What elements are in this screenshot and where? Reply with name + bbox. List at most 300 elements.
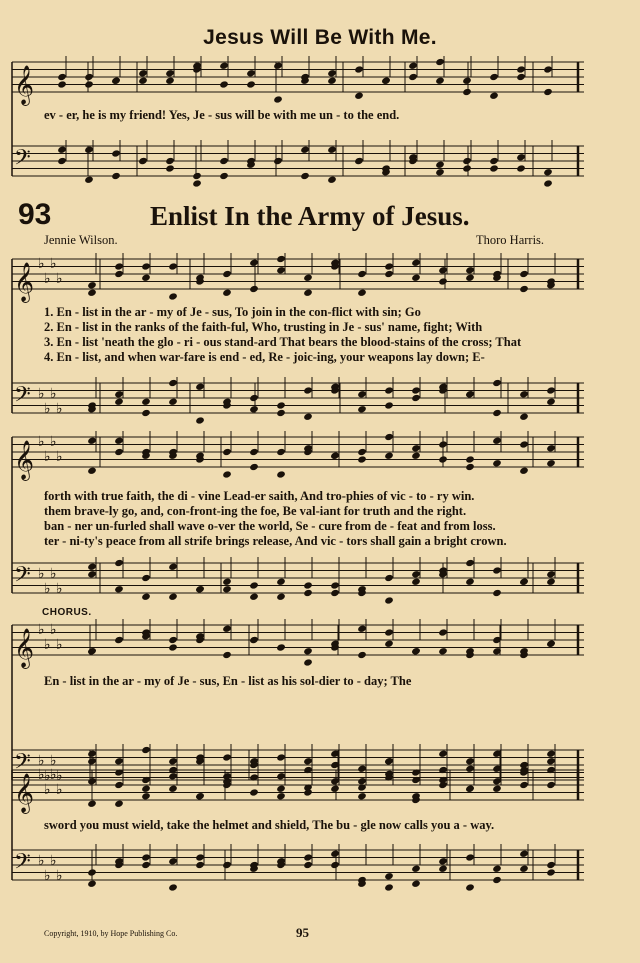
note-head-icon: [168, 563, 178, 571]
note-head-icon: [303, 658, 313, 666]
note-head-icon: [384, 628, 394, 636]
note-head-icon: [87, 281, 97, 289]
note-head-icon: [465, 463, 475, 471]
note-head-icon: [465, 765, 475, 773]
flat-sign-icon: ♭: [44, 782, 51, 798]
note-head-icon: [276, 401, 286, 409]
note-head-icon: [327, 146, 337, 154]
note-head-icon: [114, 781, 124, 789]
note-head-icon: [465, 853, 475, 861]
note-head-icon: [276, 772, 286, 780]
note-head-icon: [87, 467, 97, 475]
note-head-icon: [411, 386, 421, 394]
note-head-icon: [465, 274, 475, 282]
flat-sign-icon: ♭: [44, 868, 51, 884]
note-head-icon: [357, 270, 367, 278]
note-head-icon: [276, 409, 286, 417]
note-head-icon: [84, 146, 94, 154]
note-head-icon: [141, 792, 151, 800]
flat-sign-icon: ♭: [56, 581, 63, 597]
page-number: 95: [296, 925, 309, 940]
song-title-top: Jesus Will Be With Me.: [203, 26, 437, 49]
note-head-icon: [87, 750, 97, 758]
note-head-icon: [357, 792, 367, 800]
note-head-icon: [141, 785, 151, 793]
flat-sign-icon: ♭: [38, 767, 45, 783]
flat-sign-icon: ♭: [44, 581, 51, 597]
note-head-icon: [438, 865, 448, 873]
note-head-icon: [249, 405, 259, 413]
note-head-icon: [384, 401, 394, 409]
note-head-icon: [489, 157, 499, 165]
note-head-icon: [492, 589, 502, 597]
note-head-icon: [168, 593, 178, 601]
note-head-icon: [168, 292, 178, 300]
note-head-icon: [492, 876, 502, 884]
note-head-icon: [330, 581, 340, 589]
flat-sign-icon: ♭: [56, 868, 63, 884]
note-head-icon: [435, 161, 445, 169]
flat-sign-icon: ♭: [38, 566, 45, 582]
verse-4-line-2: ter - ni-ty's peace from all strife brings release, And vic - tors shall gain a bright crown.: [44, 534, 507, 548]
note-head-icon: [195, 416, 205, 424]
note-head-icon: [438, 857, 448, 865]
note-head-icon: [546, 640, 556, 648]
note-head-icon: [111, 77, 121, 85]
note-head-icon: [114, 270, 124, 278]
note-head-icon: [357, 625, 367, 633]
note-head-icon: [249, 285, 259, 293]
note-head-icon: [354, 65, 364, 73]
note-head-icon: [546, 398, 556, 406]
note-head-icon: [381, 77, 391, 85]
note-head-icon: [114, 437, 124, 445]
note-head-icon: [438, 266, 448, 274]
note-head-icon: [222, 470, 232, 478]
note-head-icon: [492, 379, 502, 387]
flat-sign-icon: ♭: [44, 768, 51, 784]
note-head-icon: [249, 259, 259, 267]
note-head-icon: [276, 470, 286, 478]
note-head-icon: [273, 95, 283, 103]
note-head-icon: [435, 168, 445, 176]
note-head-icon: [273, 157, 283, 165]
note-head-icon: [168, 636, 178, 644]
note-head-icon: [222, 753, 232, 761]
verse-3-line-2: ban - ner un-furled shall wave o-ver the world, Se - cure from de - feat and from loss.: [44, 519, 496, 533]
note-head-icon: [114, 585, 124, 593]
treble-clef-icon: 𝄞: [14, 65, 35, 105]
note-head-icon: [114, 448, 124, 456]
note-head-icon: [354, 92, 364, 100]
flat-sign-icon: ♭: [50, 566, 57, 582]
note-head-icon: [411, 259, 421, 267]
treble-clef-icon: 𝄞: [14, 628, 35, 668]
note-head-icon: [516, 65, 526, 73]
note-head-icon: [168, 772, 178, 780]
note-head-icon: [168, 883, 178, 891]
note-head-icon: [87, 437, 97, 445]
flat-sign-icon: ♭: [38, 753, 45, 769]
flat-sign-icon: ♭: [38, 434, 45, 450]
note-head-icon: [87, 757, 97, 765]
flat-sign-icon: ♭: [38, 256, 45, 272]
note-head-icon: [546, 861, 556, 869]
note-head-icon: [165, 77, 175, 85]
note-head-icon: [519, 390, 529, 398]
note-head-icon: [492, 865, 502, 873]
note-head-icon: [492, 459, 502, 467]
note-head-icon: [303, 589, 313, 597]
flat-sign-icon: ♭: [38, 853, 45, 869]
note-head-icon: [249, 581, 259, 589]
note-head-icon: [384, 872, 394, 880]
note-head-icon: [411, 865, 421, 873]
note-head-icon: [384, 386, 394, 394]
flat-sign-icon: ♭: [50, 256, 57, 272]
note-heads: [57, 56, 556, 892]
note-head-icon: [57, 73, 67, 81]
note-head-icon: [465, 455, 475, 463]
note-head-icon: [384, 262, 394, 270]
note-head-icon: [519, 413, 529, 421]
note-head-icon: [465, 390, 475, 398]
note-head-icon: [492, 437, 502, 445]
note-head-icon: [519, 285, 529, 293]
note-head-icon: [222, 625, 232, 633]
flat-sign-icon: ♭: [56, 401, 63, 417]
note-head-icon: [303, 386, 313, 394]
composer-credit: Thoro Harris.: [476, 233, 545, 247]
flat-sign-icon: ♭: [50, 753, 57, 769]
note-head-icon: [546, 386, 556, 394]
note-head-icon: [249, 463, 259, 471]
bass-clef-icon: 𝄢: [14, 749, 31, 780]
bass-clef-icon: 𝄢: [14, 145, 31, 176]
note-head-icon: [138, 157, 148, 165]
note-head-icon: [141, 746, 151, 754]
flat-sign-icon: ♭: [50, 434, 57, 450]
note-head-icon: [195, 383, 205, 391]
bass-clef-icon: 𝄢: [14, 849, 31, 880]
note-head-icon: [168, 857, 178, 865]
note-head-icon: [168, 643, 178, 651]
note-head-icon: [546, 757, 556, 765]
note-head-icon: [141, 574, 151, 582]
note-head-icon: [57, 157, 67, 165]
note-head-icon: [384, 757, 394, 765]
note-head-icon: [249, 788, 259, 796]
note-head-icon: [519, 865, 529, 873]
note-head-icon: [141, 593, 151, 601]
note-head-icon: [276, 578, 286, 586]
note-head-icon: [222, 578, 232, 586]
verse-1-line-2: forth with true faith, the di - vine Lead-er saith, And tro-phies of vic - to - ry win.: [44, 489, 475, 503]
flat-sign-icon: ♭: [56, 271, 63, 287]
note-head-icon: [303, 647, 313, 655]
note-head-icon: [276, 792, 286, 800]
note-head-icon: [516, 73, 526, 81]
note-head-icon: [57, 80, 67, 88]
note-head-icon: [546, 459, 556, 467]
note-head-icon: [543, 168, 553, 176]
note-head-icon: [384, 433, 394, 441]
note-head-icon: [438, 455, 448, 463]
note-head-icon: [195, 853, 205, 861]
note-head-icon: [384, 270, 394, 278]
note-head-icon: [114, 757, 124, 765]
flat-sign-icon: ♭: [44, 401, 51, 417]
note-head-icon: [222, 861, 232, 869]
note-head-icon: [411, 570, 421, 578]
note-head-icon: [195, 861, 205, 869]
flat-sign-icon: ♭: [56, 637, 63, 653]
note-head-icon: [165, 157, 175, 165]
note-head-icon: [141, 409, 151, 417]
note-head-icon: [516, 164, 526, 172]
note-head-icon: [357, 777, 367, 785]
note-head-icon: [249, 448, 259, 456]
flat-sign-icon: ♭: [38, 622, 45, 638]
note-head-icon: [435, 58, 445, 66]
flat-sign-icon: ♭: [56, 768, 63, 784]
note-head-icon: [219, 157, 229, 165]
note-head-icon: [546, 868, 556, 876]
note-head-icon: [219, 62, 229, 70]
note-head-icon: [384, 640, 394, 648]
verse-3-line-1: 3. En - list 'neath the glo - ri - ous stand-ard That bears the blood-stains of the cross; That: [44, 335, 522, 349]
note-head-icon: [246, 69, 256, 77]
note-head-icon: [114, 398, 124, 406]
note-head-icon: [114, 262, 124, 270]
note-head-icon: [354, 157, 364, 165]
note-head-icon: [330, 850, 340, 858]
note-head-icon: [222, 585, 232, 593]
note-head-icon: [276, 266, 286, 274]
flat-sign-icon: ♭: [56, 449, 63, 465]
note-head-icon: [357, 390, 367, 398]
note-head-icon: [87, 880, 97, 888]
note-head-icon: [87, 647, 97, 655]
note-head-icon: [222, 448, 232, 456]
note-head-icon: [300, 172, 310, 180]
note-head-icon: [384, 596, 394, 604]
treble-clef-icon: 𝄞: [14, 773, 35, 813]
note-head-icon: [168, 398, 178, 406]
copyright-notice: Copyright, 1910, by Hope Publishing Co.: [44, 929, 178, 938]
note-head-icon: [489, 73, 499, 81]
note-head-icon: [408, 73, 418, 81]
note-head-icon: [519, 850, 529, 858]
note-head-icon: [543, 88, 553, 96]
note-head-icon: [168, 785, 178, 793]
note-head-icon: [492, 566, 502, 574]
note-head-icon: [303, 757, 313, 765]
treble-clef-icon: 𝄞: [14, 440, 35, 480]
note-head-icon: [195, 792, 205, 800]
note-head-icon: [303, 861, 313, 869]
chorus-line-2: sword you must wield, take the helmet and shield, The bu - gle now calls you a - way.: [44, 818, 495, 832]
note-head-icon: [273, 62, 283, 70]
note-head-icon: [543, 179, 553, 187]
note-head-icon: [462, 157, 472, 165]
bass-clef-icon: 𝄢: [14, 562, 31, 593]
note-head-icon: [330, 861, 340, 869]
note-head-icon: [357, 765, 367, 773]
staff-lines: [12, 62, 584, 880]
note-head-icon: [465, 757, 475, 765]
treble-clef-icon: 𝄞: [14, 262, 35, 302]
note-head-icon: [276, 643, 286, 651]
note-head-icon: [195, 585, 205, 593]
note-head-icon: [84, 80, 94, 88]
note-head-icon: [57, 146, 67, 154]
note-head-icon: [411, 880, 421, 888]
note-head-icon: [546, 578, 556, 586]
note-head-icon: [357, 448, 367, 456]
note-head-icon: [222, 289, 232, 297]
note-head-icon: [111, 149, 121, 157]
note-head-icon: [411, 394, 421, 402]
note-head-icon: [516, 153, 526, 161]
hymn-number: 93: [18, 198, 52, 231]
flat-sign-icon: ♭: [50, 853, 57, 869]
note-head-icon: [249, 593, 259, 601]
note-head-icon: [192, 172, 202, 180]
note-head-icon: [327, 77, 337, 85]
note-head-icon: [114, 559, 124, 567]
note-head-icon: [141, 853, 151, 861]
note-head-icon: [87, 868, 97, 876]
note-head-icon: [435, 77, 445, 85]
note-head-icon: [411, 647, 421, 655]
note-head-icon: [438, 628, 448, 636]
note-head-icon: [411, 578, 421, 586]
note-head-icon: [438, 647, 448, 655]
note-head-icon: [357, 651, 367, 659]
flat-sign-icon: ♭: [50, 622, 57, 638]
clef-glyphs: [14, 65, 63, 884]
note-head-icon: [411, 274, 421, 282]
note-head-icon: [384, 574, 394, 582]
note-head-icon: [114, 800, 124, 808]
note-head-icon: [465, 883, 475, 891]
verse-2-line-2: them brave-ly go, and, con-front-ing the foe, Be val-iant for truth and the right.: [44, 504, 467, 518]
flat-sign-icon: ♭: [38, 386, 45, 402]
verse-1-line-1: 1. En - list in the ar - my of Je - sus, To join in the con-flict with sin; Go: [44, 305, 421, 319]
note-head-icon: [276, 448, 286, 456]
note-head-icon: [87, 563, 97, 571]
flat-sign-icon: ♭: [44, 637, 51, 653]
note-head-icon: [492, 785, 502, 793]
note-head-icon: [168, 379, 178, 387]
note-head-icon: [300, 146, 310, 154]
note-head-icon: [438, 750, 448, 758]
note-head-icon: [465, 785, 475, 793]
note-head-icon: [492, 409, 502, 417]
note-head-icon: [276, 753, 286, 761]
note-head-icon: [222, 651, 232, 659]
verse-2-line-1: 2. En - list in the ranks of the faith-ful, Who, trusting in Je - sus' name, fight; With: [44, 320, 483, 334]
bass-clef-icon: 𝄢: [14, 382, 31, 413]
note-head-icon: [519, 467, 529, 475]
note-head-icon: [489, 164, 499, 172]
note-head-icon: [114, 390, 124, 398]
note-head-icon: [303, 853, 313, 861]
note-head-icon: [165, 69, 175, 77]
hymn-title: Enlist In the Army of Jesus.: [150, 201, 470, 231]
note-head-icon: [327, 176, 337, 184]
note-head-icon: [219, 80, 229, 88]
note-head-icon: [141, 262, 151, 270]
note-head-icon: [114, 636, 124, 644]
note-head-icon: [87, 777, 97, 785]
chorus-label: CHORUS.: [42, 607, 92, 618]
flat-sign-icon: ♭: [50, 386, 57, 402]
note-head-icon: [303, 289, 313, 297]
note-head-icon: [438, 440, 448, 448]
note-head-icon: [303, 274, 313, 282]
note-head-icon: [489, 92, 499, 100]
lyricist-credit: Jennie Wilson.: [44, 233, 118, 247]
note-head-icon: [303, 413, 313, 421]
note-head-icon: [408, 62, 418, 70]
note-head-icon: [357, 405, 367, 413]
note-head-icon: [465, 578, 475, 586]
note-head-icon: [249, 636, 259, 644]
note-head-icon: [87, 800, 97, 808]
note-head-icon: [411, 444, 421, 452]
note-head-icon: [546, 570, 556, 578]
note-head-icon: [111, 172, 121, 180]
note-head-icon: [138, 69, 148, 77]
note-head-icon: [543, 65, 553, 73]
note-head-icon: [465, 266, 475, 274]
flat-sign-icon: ♭: [44, 449, 51, 465]
note-head-icon: [87, 289, 97, 297]
note-head-icon: [462, 88, 472, 96]
note-head-icon: [222, 270, 232, 278]
note-head-icon: [519, 440, 529, 448]
note-head-icon: [438, 277, 448, 285]
note-head-icon: [84, 176, 94, 184]
note-head-icon: [411, 452, 421, 460]
note-head-icon: [384, 452, 394, 460]
note-head-icon: [519, 781, 529, 789]
flat-sign-icon: ♭: [44, 271, 51, 287]
note-head-icon: [249, 394, 259, 402]
note-head-icon: [330, 785, 340, 793]
note-head-icon: [192, 179, 202, 187]
note-head-icon: [462, 77, 472, 85]
note-head-icon: [519, 270, 529, 278]
note-head-icon: [276, 255, 286, 263]
note-head-icon: [219, 172, 229, 180]
note-head-icon: [276, 785, 286, 793]
note-head-icon: [303, 581, 313, 589]
flat-sign-icon: ♭: [50, 767, 57, 783]
note-head-icon: [141, 861, 151, 869]
note-head-icon: [546, 750, 556, 758]
note-head-icon: [141, 274, 151, 282]
note-head-icon: [519, 578, 529, 586]
note-head-icon: [87, 570, 97, 578]
note-head-icon: [465, 559, 475, 567]
flat-sign-icon: ♭: [56, 782, 63, 798]
note-head-icon: [357, 455, 367, 463]
note-head-icon: [327, 69, 337, 77]
note-head-icon: [168, 262, 178, 270]
